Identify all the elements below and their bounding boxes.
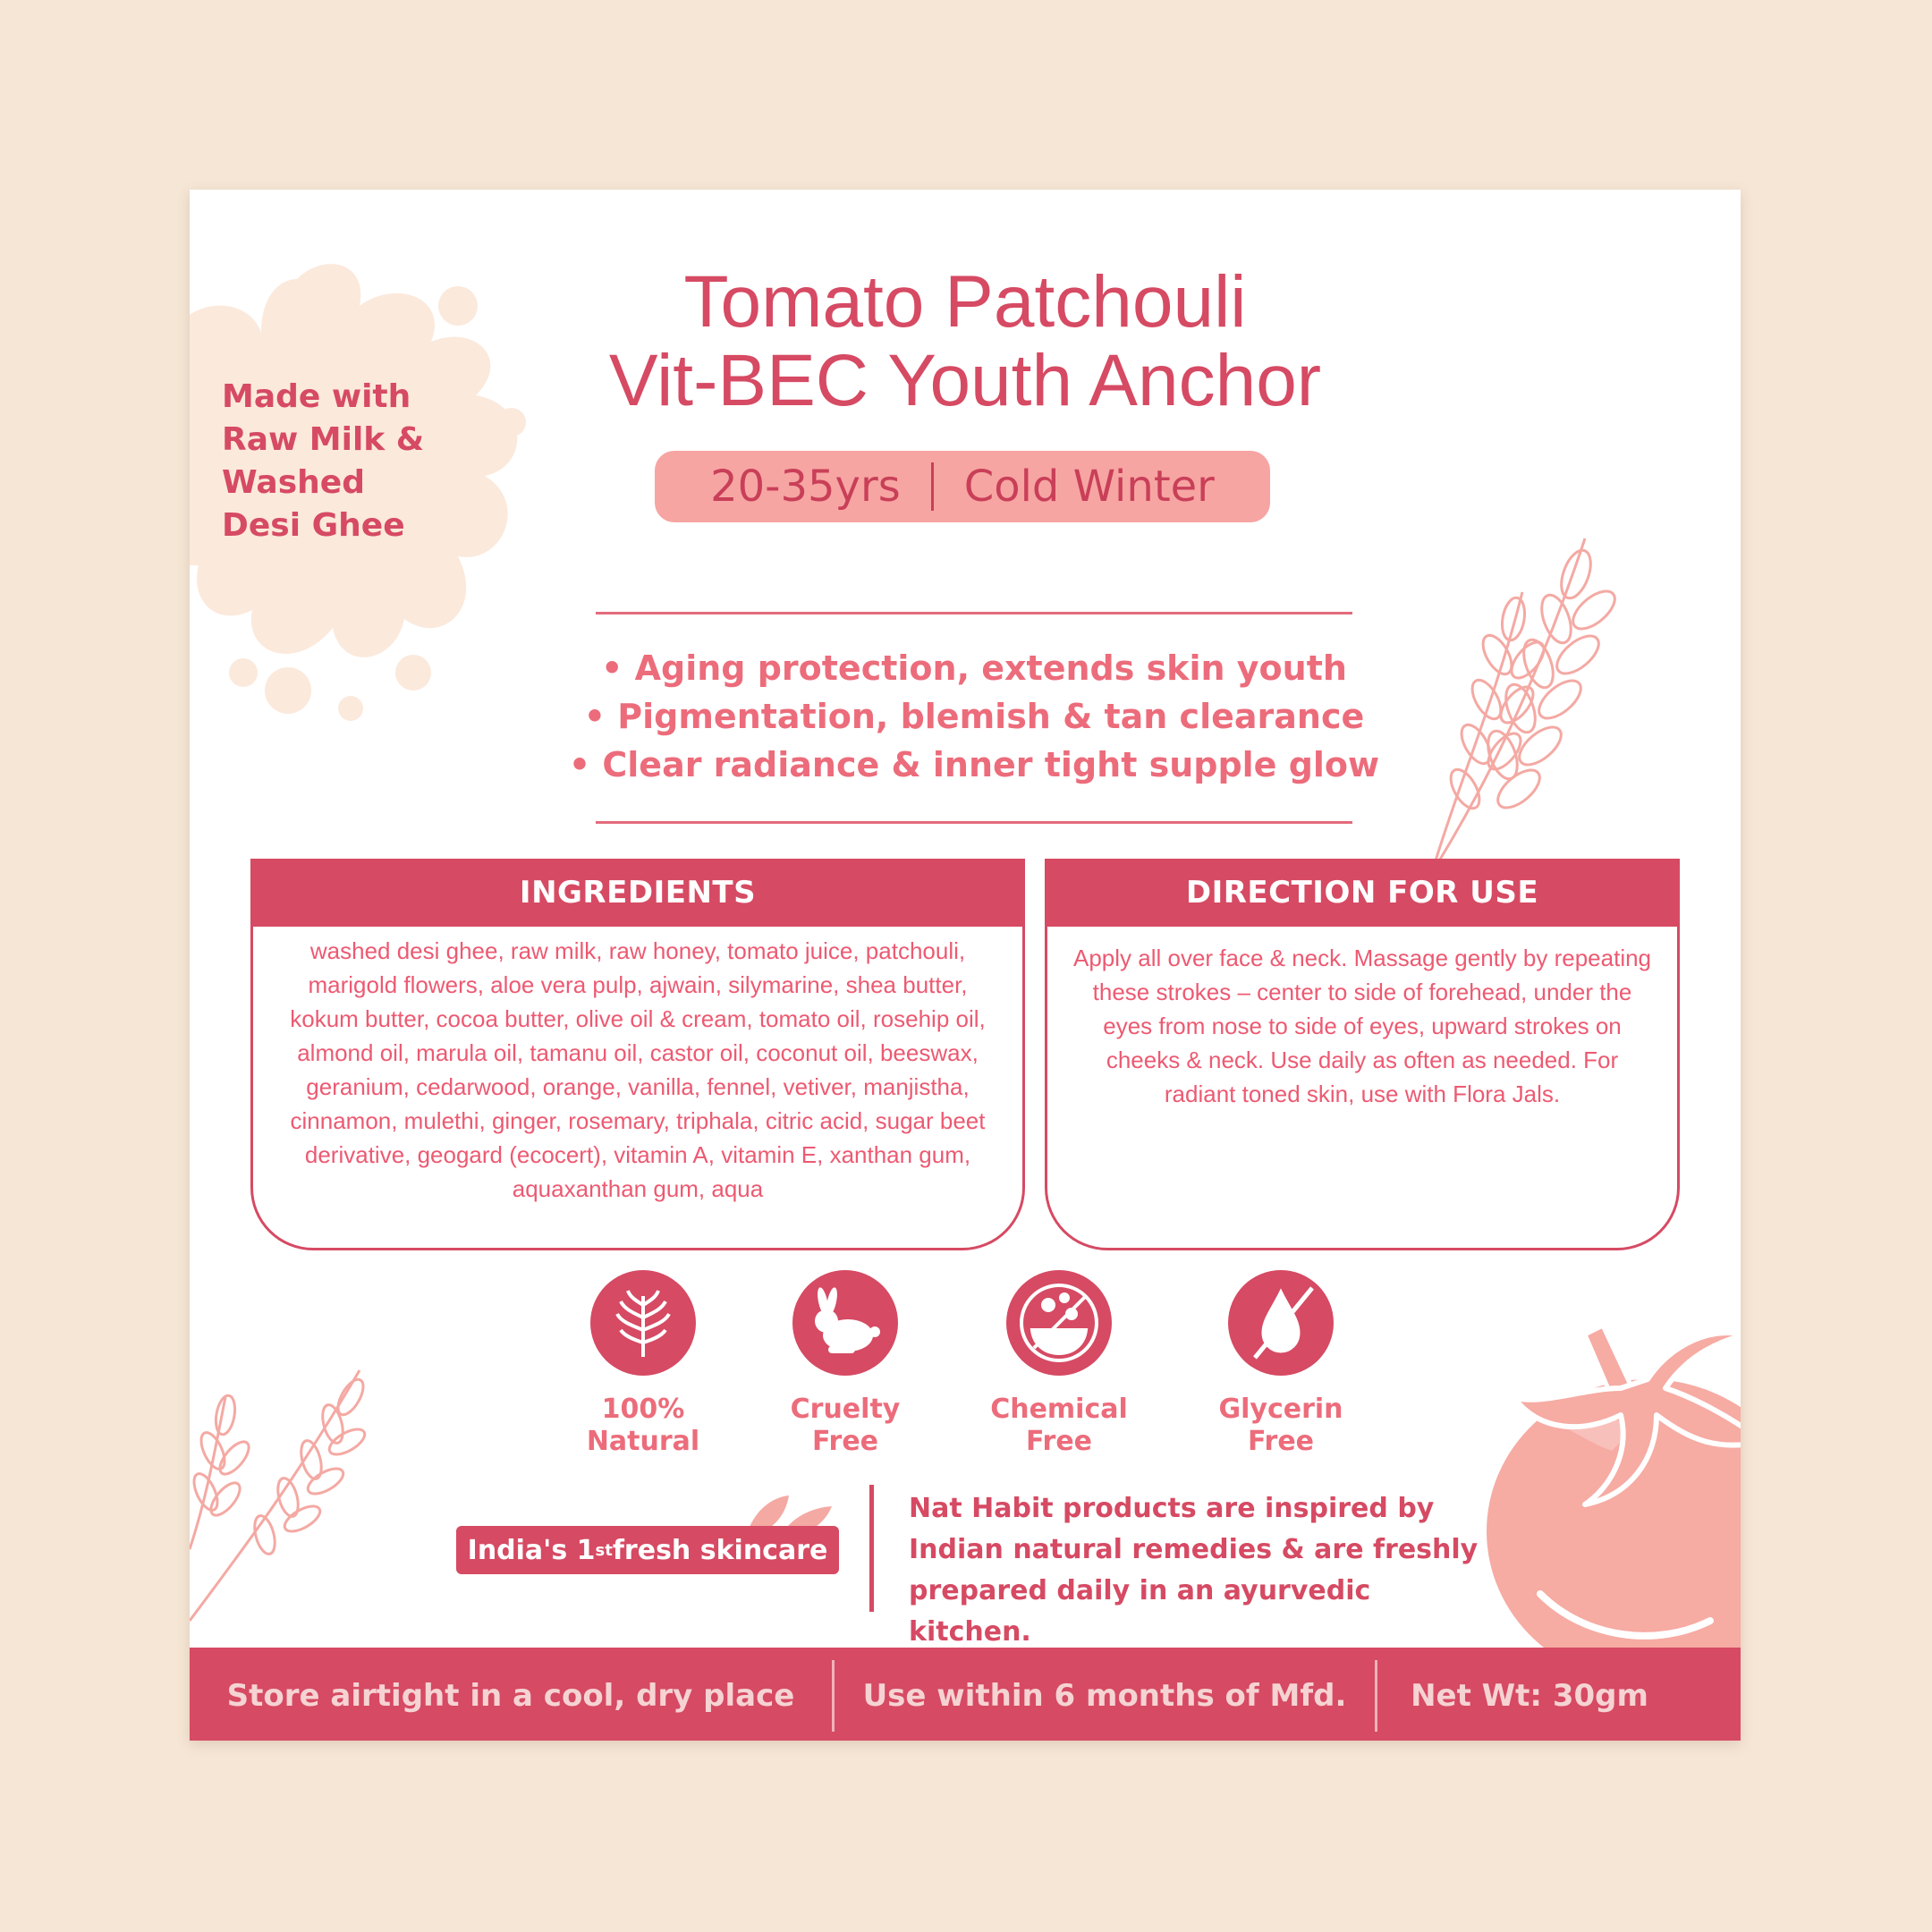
benefits-list <box>485 644 1463 789</box>
benefits-top-rule <box>596 612 1352 614</box>
product-title-line2: Vit-BEC Youth Anchor <box>608 340 1322 421</box>
tomato-icon <box>1478 1299 1741 1674</box>
season: Cold Winter <box>963 462 1215 512</box>
directions-text: Apply all over face & neck. Massage gently by repeating these strokes – center to side of forehead, under the eyes from nose to side of eyes, upward strokes on cheeks & neck. Use daily as often as needed. For radiant toned skin, use with Flora Jals. <box>1072 945 1652 1107</box>
about-divider <box>869 1485 874 1612</box>
lavender-sprig-left-icon <box>190 1352 386 1639</box>
badge-cruelty-free <box>756 1270 935 1458</box>
benefit-item: • Aging protection, extends skin youth <box>601 648 1347 688</box>
ingredients-text: washed desi ghee, raw milk, raw honey, tomato juice, patchouli, marigold flowers, aloe vera pulp, ajwain, silymarine, shea butter, kokum butter, cocoa butter, olive oil & cream, tomato oil, rosehip oil, almond oil, marula oil, tamanu oil, castor oil, coconut oil, beeswax, geranium, cedarwood, orange, vanilla, fennel, vetiver, manjistha, cinnamon, mulethi, ginger, rosemary, triphala, citric acid, sugar beet derivative, geogard (ecocert), vitamin A, vitamin E, xanthan gum, aquaxanthan gum, aqua <box>290 937 986 1202</box>
ingredients-heading: INGREDIENTS <box>250 859 1025 927</box>
leaf-plant-icon <box>590 1270 696 1376</box>
directions-heading: DIRECTION FOR USE <box>1045 859 1680 927</box>
badge-natural-label: 100% Natural <box>586 1394 700 1457</box>
badge-natural <box>554 1270 733 1458</box>
age-range: 20-35yrs <box>710 462 901 512</box>
badge-glycerin-free-label: Glycerin Free <box>1218 1394 1343 1457</box>
benefit-item: • Clear radiance & inner tight supple glow <box>568 745 1380 784</box>
shelf-life-text: Use within 6 months of Mfd. <box>862 1678 1347 1714</box>
product-title-line1: Tomato Patchouli <box>683 261 1247 343</box>
ingredients-panel <box>250 859 1025 1250</box>
storage-text: Store airtight in a cool, dry place <box>226 1678 795 1714</box>
directions-panel <box>1045 859 1680 1250</box>
badge-chemical-free-label: Chemical Free <box>990 1394 1128 1457</box>
age-season-pill <box>655 451 1270 522</box>
badge-chemical-free <box>970 1270 1148 1458</box>
brand-about-text: Nat Habit products are inspired by Indian natural remedies & are freshly prepared daily in an ayurvedic kitchen. <box>909 1493 1479 1648</box>
benefit-item: • Pigmentation, blemish & tan clearance <box>583 697 1365 736</box>
label-footer <box>190 1648 1741 1741</box>
badge-cruelty-free-label: Cruelty Free <box>790 1394 901 1457</box>
tagline-post: fresh skincare <box>612 1534 828 1566</box>
pill-divider <box>931 462 934 511</box>
rabbit-icon <box>792 1270 898 1376</box>
benefits-bottom-rule <box>596 821 1352 824</box>
chemical-crossed-icon <box>1006 1270 1112 1376</box>
made-with-text: Made with Raw Milk & Washed Desi Ghee <box>222 378 425 544</box>
tagline-badge <box>456 1526 839 1574</box>
product-label <box>190 190 1741 1741</box>
net-weight-text: Net Wt: 30gm <box>1411 1678 1648 1714</box>
badge-glycerin-free <box>1191 1270 1370 1458</box>
tagline-pre: India's 1 <box>467 1534 596 1566</box>
tagline-sup: st <box>595 1540 613 1560</box>
drop-crossed-icon <box>1228 1270 1334 1376</box>
